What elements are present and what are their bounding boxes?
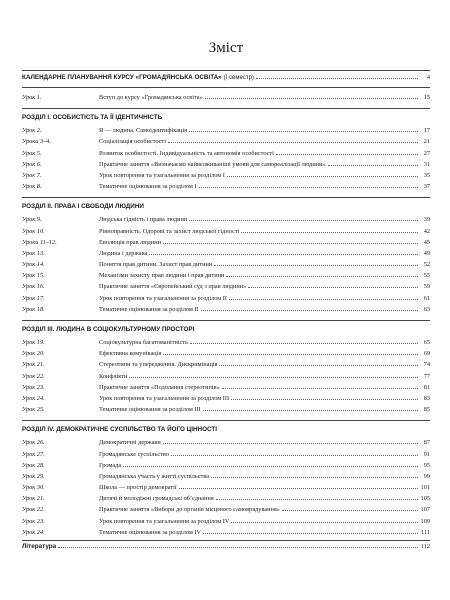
dot-leader bbox=[149, 254, 418, 255]
lesson-page: 111 bbox=[421, 528, 430, 536]
dot-leader bbox=[222, 388, 418, 389]
lesson-entry[interactable] bbox=[22, 504, 430, 515]
lesson-label: Урок 14. bbox=[22, 261, 45, 269]
dot-leader bbox=[129, 377, 418, 378]
lesson-page: 61 bbox=[423, 294, 430, 302]
lesson-label: Урок 24. bbox=[22, 528, 45, 536]
dot-leader bbox=[168, 142, 418, 143]
lesson-label: Урок 24. bbox=[22, 394, 45, 402]
divider bbox=[22, 540, 430, 541]
lesson-page: 105 bbox=[420, 495, 430, 503]
lesson-page: 49 bbox=[423, 249, 430, 257]
lesson-page: 81 bbox=[423, 383, 430, 391]
section-heading[interactable]: РОЗДІЛ І. ОСОБИСТІСТЬ ТА ЇЇ ІДЕНТИЧНІСТЬ bbox=[22, 114, 163, 122]
lesson-entry[interactable] bbox=[22, 471, 430, 482]
lesson-label: Урок 16. bbox=[22, 283, 45, 291]
lesson-label: Уроки 11–12. bbox=[22, 238, 57, 246]
lesson-label: Урок 21. bbox=[22, 361, 45, 369]
lesson-title: Поняття прав дитини. Захист прав дитини bbox=[99, 261, 213, 269]
lesson-page: 15 bbox=[423, 94, 430, 101]
sections-container bbox=[22, 108, 430, 538]
lesson-entry[interactable] bbox=[22, 248, 430, 259]
lesson-label: Урок 10. bbox=[22, 227, 45, 235]
lesson-title: Тематичне оцінювання за розділом ІІ bbox=[99, 305, 199, 313]
lesson-label: Урок 5. bbox=[22, 149, 42, 157]
lesson-page: 95 bbox=[423, 461, 430, 469]
lesson-title: Тематичне оцінювання за розділом ІV bbox=[99, 528, 202, 536]
lesson-label: Урок 22. bbox=[22, 372, 45, 380]
lesson-title: Соціокультурна багатоманітність bbox=[99, 339, 188, 346]
dot-leader bbox=[241, 232, 418, 233]
lesson-entry[interactable] bbox=[22, 148, 430, 159]
lesson-entry[interactable] bbox=[22, 293, 430, 304]
lesson-page: 99 bbox=[423, 472, 430, 480]
lesson-title: Громадянське суспільство bbox=[99, 450, 169, 458]
lesson-label: Урок 8. bbox=[22, 183, 42, 191]
calendar-entry[interactable] bbox=[22, 73, 430, 83]
lesson-page: 55 bbox=[423, 272, 430, 280]
lesson-page: 42 bbox=[423, 227, 430, 235]
lesson-title: Дитячі й молодіжні громадські об’єднання bbox=[99, 495, 214, 503]
lesson-label: Уроки 3–4. bbox=[22, 138, 51, 146]
lesson-page: 63 bbox=[423, 305, 430, 313]
lesson-entry[interactable] bbox=[22, 493, 430, 504]
lesson-label: Урок 20. bbox=[22, 350, 45, 358]
lesson-label: Урок 23. bbox=[22, 383, 45, 391]
literature-entry[interactable] bbox=[22, 542, 430, 552]
lesson-page: 39 bbox=[423, 216, 430, 224]
dot-leader bbox=[189, 220, 418, 221]
lesson-title: Рівноправність. Одорові та захист людської гідності bbox=[99, 227, 240, 235]
lesson-entry[interactable] bbox=[22, 482, 430, 493]
lesson-label: Урок 28. bbox=[22, 461, 45, 469]
lesson-title: Ефективна комунікація bbox=[99, 350, 162, 358]
dot-leader bbox=[248, 287, 418, 288]
lesson-title: Людська гідність і права людини bbox=[99, 216, 188, 224]
dot-leader bbox=[179, 488, 418, 489]
lesson-label: Урок 13. bbox=[22, 249, 45, 257]
lesson-page: 83 bbox=[423, 394, 430, 402]
dot-leader bbox=[199, 187, 418, 188]
lesson-entry[interactable] bbox=[22, 393, 430, 404]
lesson-entry[interactable] bbox=[22, 170, 430, 181]
lesson-label: Урок 17. bbox=[22, 294, 45, 302]
lesson-page: 21 bbox=[423, 138, 430, 146]
lesson-page: 65 bbox=[423, 339, 430, 346]
lesson-label: Урок 1. bbox=[22, 94, 42, 101]
dot-leader bbox=[203, 410, 418, 411]
lesson-title: Еволюція прав людини bbox=[99, 238, 161, 246]
lesson-page: 37 bbox=[423, 183, 430, 191]
lesson-page: 69 bbox=[423, 350, 430, 358]
lesson-label: Урок 23. bbox=[22, 517, 45, 525]
lesson-entry[interactable] bbox=[22, 281, 430, 292]
lesson-entry[interactable] bbox=[22, 527, 430, 538]
lesson-entry[interactable] bbox=[22, 181, 430, 192]
lesson-title: Практичне заняття «Вибори до органів місцевого самоврядування» bbox=[99, 506, 280, 514]
lesson-entry[interactable] bbox=[22, 382, 430, 393]
page-title: Зміст bbox=[208, 40, 244, 56]
section-heading[interactable]: РОЗДІЛ ІІ. ПРАВА І СВОБОДИ ЛЮДИНИ bbox=[22, 203, 144, 211]
section-divider bbox=[22, 108, 430, 109]
dot-leader bbox=[123, 466, 418, 467]
section-heading[interactable]: РОЗДІЛ ІІІ. ЛЮДИНА В СОЦІОКУЛЬТУРНОМУ ПРОСТОРІ bbox=[22, 326, 195, 333]
lesson-page: 52 bbox=[423, 261, 430, 269]
literature-page: 112 bbox=[420, 543, 430, 550]
dot-leader bbox=[201, 310, 418, 311]
dot-leader bbox=[226, 276, 418, 277]
lesson-title: Урок повторення та узагальнення за розділом ІІІ bbox=[99, 394, 230, 402]
lesson-entry[interactable] bbox=[22, 159, 430, 170]
lesson-label: Урок 26. bbox=[22, 439, 45, 447]
lesson-title: Людина і держава bbox=[99, 249, 148, 257]
lesson-page: 91 bbox=[423, 450, 430, 458]
lesson-title: Я — людина. Самоідентифікація bbox=[99, 127, 188, 135]
lesson-entry[interactable] bbox=[22, 270, 430, 281]
dot-leader bbox=[231, 399, 418, 400]
section-divider bbox=[22, 420, 430, 421]
top-rule bbox=[22, 70, 430, 71]
lesson-title: Урок повторення та узагальнення за розділом ІІ bbox=[99, 294, 227, 302]
intro-entry[interactable] bbox=[22, 92, 430, 103]
lesson-label: Урок 29. bbox=[22, 472, 45, 480]
lesson-page: 107 bbox=[420, 506, 430, 514]
lesson-entry[interactable] bbox=[22, 304, 430, 315]
lesson-label: Урок 6. bbox=[22, 160, 42, 168]
lesson-title: Вступ до курсу «Громадянська освіта» bbox=[99, 94, 203, 101]
dot-leader bbox=[328, 165, 418, 166]
lesson-entry[interactable] bbox=[22, 437, 430, 448]
calendar-note: (І семестр) bbox=[223, 75, 254, 81]
dot-leader bbox=[58, 547, 418, 548]
lesson-entry[interactable] bbox=[22, 449, 430, 460]
divider bbox=[22, 87, 430, 88]
dot-leader bbox=[276, 154, 418, 155]
dot-leader bbox=[163, 354, 418, 355]
lesson-entry[interactable] bbox=[22, 259, 430, 270]
lesson-page: 74 bbox=[423, 361, 430, 369]
dot-leader bbox=[189, 131, 418, 132]
lesson-title: Демократичні держави bbox=[99, 439, 161, 447]
lesson-label: Урок 21. bbox=[22, 495, 45, 503]
lesson-title: Урок повторення та узагальнення за розділом ІV bbox=[99, 517, 230, 525]
lesson-page: 17 bbox=[423, 127, 430, 135]
lesson-title: Розвиток особистості. Індивідуальність та автономія особистості bbox=[99, 149, 274, 157]
calendar-label: КАЛЕНДАРНЕ ПЛАНУВАННЯ КУРСУ «ГРОМАДЯНСЬКА ОСВІТА» bbox=[22, 74, 222, 81]
lesson-entry[interactable] bbox=[22, 516, 430, 527]
dot-leader bbox=[171, 455, 418, 456]
lesson-title: Конфлікти bbox=[99, 372, 128, 380]
lesson-page: 87 bbox=[423, 439, 430, 447]
lesson-page: 45 bbox=[423, 238, 430, 246]
lesson-title: Соціалізація особистості bbox=[99, 138, 166, 146]
lesson-entry[interactable] bbox=[22, 460, 430, 471]
dot-leader bbox=[214, 265, 418, 266]
dot-leader bbox=[216, 499, 418, 500]
lesson-label: Урок 15. bbox=[22, 272, 45, 280]
lesson-title: Громадянська участь у житті суспільства bbox=[99, 472, 210, 480]
dot-leader bbox=[219, 365, 418, 366]
dot-leader bbox=[190, 343, 418, 344]
lesson-entry[interactable] bbox=[22, 136, 430, 147]
lesson-label: Урок 18. bbox=[22, 305, 45, 313]
lesson-page: 101 bbox=[420, 484, 430, 492]
lesson-label: Урок 30. bbox=[22, 484, 45, 492]
lesson-entry[interactable] bbox=[22, 371, 430, 382]
lesson-page: 109 bbox=[420, 517, 430, 525]
lesson-title: Тематичне оцінювання за розділом І bbox=[99, 183, 197, 191]
dot-leader bbox=[282, 510, 418, 511]
lesson-label: Урок 19. bbox=[22, 339, 45, 346]
calendar-page: 4 bbox=[426, 74, 430, 81]
lesson-label: Урок 2. bbox=[22, 127, 42, 135]
lesson-entry[interactable] bbox=[22, 348, 430, 359]
lesson-title: Практичне заняття «Визначаємо найвеоживаніші умови для самореалізації людини» bbox=[99, 160, 326, 168]
lesson-label: Урок 9. bbox=[22, 216, 42, 224]
lesson-page: 59 bbox=[423, 283, 430, 291]
dot-leader bbox=[203, 533, 418, 534]
lesson-entry[interactable] bbox=[22, 237, 430, 248]
dot-leader bbox=[205, 98, 418, 99]
lesson-page: 31 bbox=[423, 160, 430, 168]
lesson-title: Практичне заняття «Подолання стереотипів» bbox=[99, 383, 220, 391]
section-divider bbox=[22, 197, 430, 198]
lesson-entry[interactable] bbox=[22, 359, 430, 370]
section-divider bbox=[22, 320, 430, 321]
lesson-entry[interactable] bbox=[22, 404, 430, 415]
lesson-page: 85 bbox=[423, 406, 430, 414]
lesson-page: 27 bbox=[423, 149, 430, 157]
lesson-title: Стереотипи та упередження. Дискримінація bbox=[99, 361, 218, 369]
literature-label: Література bbox=[22, 543, 57, 550]
lesson-entry[interactable] bbox=[22, 226, 430, 237]
lesson-label: Урок 25. bbox=[22, 406, 45, 414]
dot-leader bbox=[227, 176, 418, 177]
lesson-entry[interactable] bbox=[22, 214, 430, 225]
lesson-page: 77 bbox=[423, 372, 430, 380]
lesson-title: Громада bbox=[99, 461, 122, 469]
dot-leader bbox=[229, 299, 418, 300]
dot-leader bbox=[256, 78, 418, 79]
dot-leader bbox=[163, 243, 418, 244]
lesson-entry[interactable] bbox=[22, 125, 430, 136]
dot-leader bbox=[211, 477, 418, 478]
lesson-title: Школа — простір демократії bbox=[99, 484, 177, 492]
dot-leader bbox=[231, 522, 418, 523]
lesson-entry[interactable] bbox=[22, 337, 430, 348]
lesson-label: Урок 27. bbox=[22, 450, 45, 458]
lesson-label: Урок 7. bbox=[22, 171, 42, 179]
section-heading[interactable]: РОЗДІЛ ІV. ДЕМОКРАТИЧНЕ СУСПІЛЬСТВО ТА ЙОГО ЦІННОСТІ bbox=[22, 426, 217, 434]
lesson-title: Урок повторення та узагальнення за розділом І bbox=[99, 171, 225, 179]
lesson-title: Механізми захисту прав людини і прав дитини bbox=[99, 272, 225, 280]
lesson-title: Тематичне оцінювання за розділом ІІІ bbox=[99, 406, 201, 414]
dot-leader bbox=[163, 443, 418, 444]
lesson-label: Урок 22. bbox=[22, 506, 45, 514]
lesson-page: 35 bbox=[423, 171, 430, 179]
lesson-title: Практичне заняття «Європейський суд з прав людини» bbox=[99, 283, 247, 291]
